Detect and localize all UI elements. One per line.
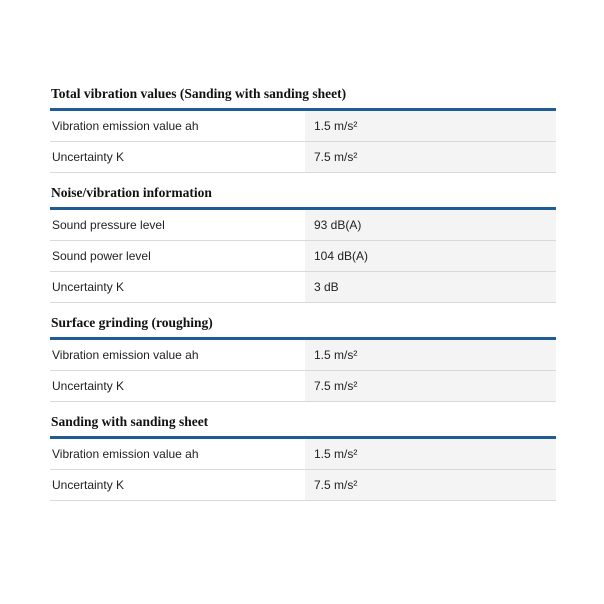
section-title: Surface grinding (roughing) <box>51 315 213 330</box>
table-row <box>50 470 556 501</box>
section-title: Noise/vibration information <box>51 185 212 200</box>
row-value: 3 dB <box>305 272 556 302</box>
row-value: 7.5 m/s² <box>305 142 556 172</box>
row-label: Sound power level <box>50 241 305 271</box>
section-title: Sanding with sanding sheet <box>51 414 209 429</box>
section-title: Total vibration values (Sanding with sanding sheet) <box>51 86 347 101</box>
table-row <box>50 340 556 371</box>
spec-sections <box>50 83 556 510</box>
section-total-vibration <box>50 83 556 173</box>
table-row <box>50 111 556 142</box>
table-row <box>50 439 556 470</box>
table-row <box>50 241 556 272</box>
row-value: 1.5 m/s² <box>305 340 556 370</box>
row-value: 1.5 m/s² <box>305 111 556 141</box>
row-label: Uncertainty K <box>50 470 305 500</box>
row-label: Uncertainty K <box>50 142 305 172</box>
row-value: 1.5 m/s² <box>305 439 556 469</box>
row-label: Vibration emission value ah <box>50 111 305 141</box>
row-value: 7.5 m/s² <box>305 371 556 401</box>
row-value: 93 dB(A) <box>305 210 556 240</box>
row-label: Vibration emission value ah <box>50 340 305 370</box>
row-value: 7.5 m/s² <box>305 470 556 500</box>
row-label: Vibration emission value ah <box>50 439 305 469</box>
table-row <box>50 371 556 402</box>
section-surface-grinding <box>50 312 556 402</box>
table-row <box>50 210 556 241</box>
row-value: 104 dB(A) <box>305 241 556 271</box>
section-sanding-sheet <box>50 411 556 501</box>
section-noise-vibration <box>50 182 556 303</box>
row-label: Uncertainty K <box>50 272 305 302</box>
table-row <box>50 142 556 173</box>
table-row <box>50 272 556 303</box>
row-label: Sound pressure level <box>50 210 305 240</box>
row-label: Uncertainty K <box>50 371 305 401</box>
